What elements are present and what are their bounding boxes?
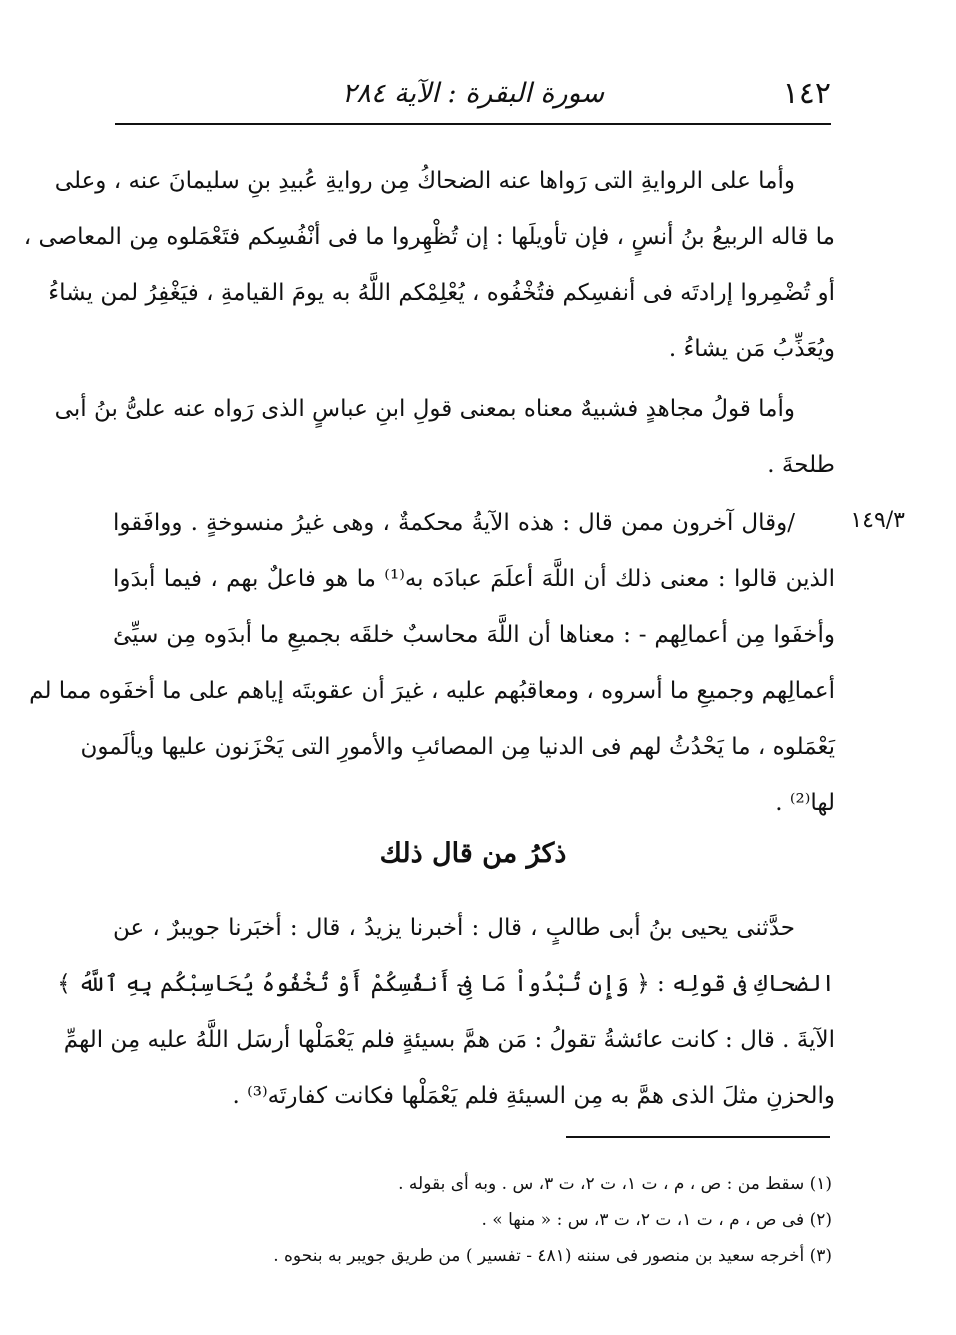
footnotes <box>230 1166 832 1274</box>
text-line: ما قاله الربيعُ بنُ أنسٍ ، فإن تأويلَها : إن تُظْهِروا ما فى أنْفُسِكم فتَعْمَلوه مِن المعاصى ، <box>23 224 835 250</box>
text-line: وأخفَوا مِن أعمالِهم - : معناها أن اللَّهَ محاسبٌ خلقَه بجميعِ ما أبدَوه مِن سيِّئ <box>113 622 835 648</box>
footnote: (١) سقط من : ص ، م ، ت ١، ت ٢، ت ٣، س . وبه أى بقوله . <box>398 1174 832 1194</box>
text-line: يَعْمَلوه ، ما يَحْدُثُ لهم فى الدنيا مِن المصائبِ والأمورِ التى يَحْزَنون عليها ويألَمون <box>80 734 835 760</box>
text-line: وأما قولُ مجاهدٍ فشبيهٌ معناه بمعنى قولِ ابنِ عباسٍ الذى رَواه عنه علىُّ بنُ أبى <box>54 396 795 422</box>
text-line: الآيةَ . قال : كانت عائشةُ تقولُ : مَن همَّ بسيئةٍ فلم يَعْمَلْها أرسَل اللَّهُ عليه مِن الهمِّ <box>63 1027 835 1053</box>
footnote: (٣) أخرجه سعيد بن منصور فى سننه (٤٨١ - تفسير ) من طريق جويبر به بنحوه . <box>273 1246 832 1266</box>
text-line: الذين قالوا : معنى ذلك أن اللَّهَ أعلَمَ عبادَه به⁽¹⁾ ما هو فاعلٌ بهم ، فيما أبدَوا <box>113 566 835 592</box>
text-line: طلحةَ . <box>767 452 835 478</box>
paragraph-3 <box>29 495 835 831</box>
page-header <box>115 76 831 116</box>
text-line: وأما على الروايةِ التى رَواها عنه الضحاكُ مِن روايةِ عُبيدِ بنِ سليمانَ عنه ، وعلى <box>54 168 795 194</box>
text-line: لها⁽²⁾ . <box>775 790 835 816</box>
footnote: (٢) فى ص ، م ، ت ١، ت ٢، ت ٣، س : « منها » . <box>481 1210 832 1230</box>
text-line: والحزنِ مثلَ الذى همَّ به مِن السيئةِ فلم يَعْمَلْها فكانت كفارتَه⁽³⁾ . <box>232 1083 835 1109</box>
page-number: ١٤٢ <box>782 76 831 111</box>
paragraph-2 <box>54 381 835 493</box>
text-line: ويُعَذِّبُ مَن يشاءُ . <box>668 336 835 362</box>
header-rule <box>115 123 831 125</box>
section-heading: ذكرُ من قال ذلك <box>379 838 567 869</box>
footnote-rule <box>566 1136 830 1138</box>
paragraph-4 <box>57 900 835 1124</box>
margin-reference: ١٤٩/٣ <box>850 508 905 533</box>
paragraph-1 <box>23 153 835 377</box>
text-line: حدَّثنى يحيى بنُ أبى طالبٍ ، قال : أخبرنا يزيدُ ، قال : أخبَرنا جويبرٌ ، عن <box>113 915 795 941</box>
running-title: سورة البقرة : الآية ٢٨٤ <box>341 78 605 109</box>
text-line: أعمالِهم وجميعِ ما أسروه ، ومعاقبُهم عليه ، غيرَ أن عقوبتَه إياهم على ما أخفَوه مما لم <box>29 678 835 704</box>
text-line: أو تُضْمِروا إرادتَه فى أنفسِكم فتُخْفُوه ، يُعْلِمْكم اللَّهُ به يومَ القيامةِ ، فيَغْفِرُ لمن يشاءُ <box>48 280 835 306</box>
text-line: /وقال آخرون ممن قال : هذه الآيةُ محكمةٌ ، وهى غيرُ منسوخةٍ . ووافَقوا <box>113 510 795 536</box>
text-line: الضحاكِ فى قولِه : ﴿ وَإِن تُبْدُواْ مَا فِىٓ أَنفُسِكُمْ أَوْ تُخْفُوهُ يُحَاسِبْكُم بِهِ ٱللَّهُ ﴾ <box>57 971 835 997</box>
